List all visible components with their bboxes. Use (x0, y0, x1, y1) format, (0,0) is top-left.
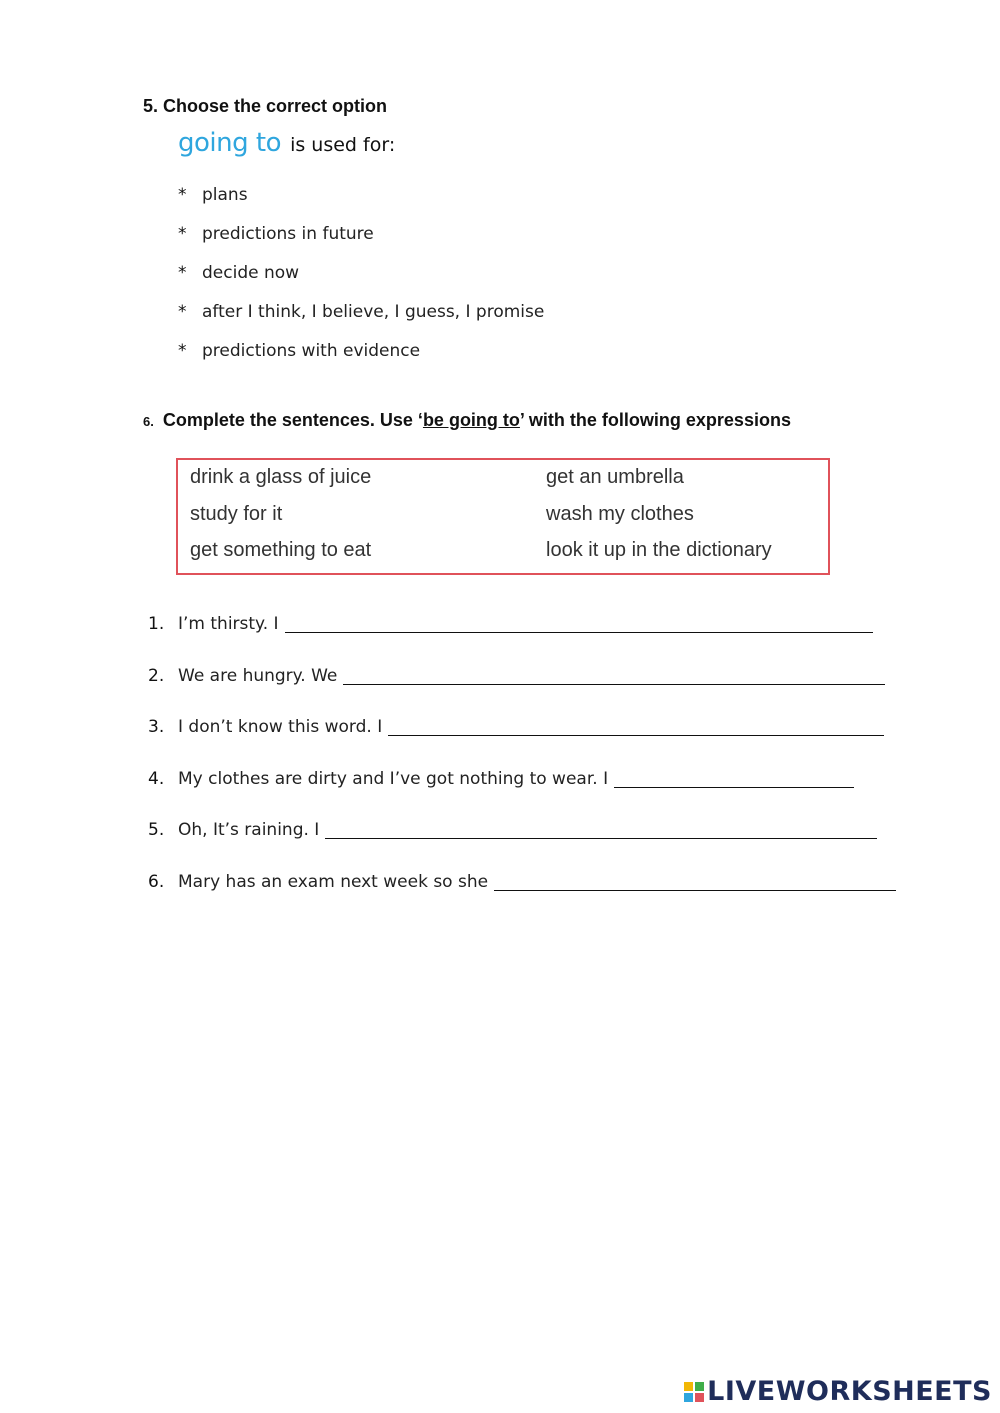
answer-blank[interactable] (388, 717, 884, 736)
option-item[interactable] (178, 263, 544, 302)
used-for-text: is used for: (290, 134, 396, 156)
bullet-star: * (178, 224, 187, 244)
exercise-row (148, 769, 908, 821)
bullet-star: * (178, 341, 187, 361)
exercise-text: We are hungry. We (178, 665, 338, 686)
option-item[interactable] (178, 224, 544, 263)
brand-name: LIVEWORKSHEETS (707, 1376, 992, 1407)
expressions-box (176, 458, 830, 575)
option-item[interactable] (178, 341, 544, 380)
answer-blank[interactable] (325, 820, 877, 839)
bullet-star: * (178, 302, 187, 322)
option-text: predictions in future (202, 224, 374, 244)
section-6-title (143, 410, 791, 431)
exercise-number: 6. (148, 871, 165, 892)
exercise-row (148, 717, 908, 769)
expression-item: get something to eat (190, 539, 372, 561)
answer-blank[interactable] (614, 769, 854, 788)
section-5-title: 5. Choose the correct option (143, 96, 388, 116)
answer-blank[interactable] (285, 614, 873, 633)
exercise-text: I don’t know this word. I (178, 717, 383, 738)
expression-item: get an umbrella (546, 466, 684, 488)
exercise-row (148, 872, 908, 924)
exercise-row (148, 666, 908, 718)
options-list (178, 185, 544, 380)
going-to-heading (178, 128, 395, 158)
expression-item: drink a glass of juice (190, 466, 372, 488)
logo-square (684, 1393, 693, 1402)
exercise-row (148, 820, 908, 872)
exercise-row (148, 614, 908, 666)
section-6-number: 6. (143, 414, 154, 429)
liveworksheets-brand (684, 1376, 992, 1407)
option-text: decide now (202, 263, 300, 283)
answer-blank[interactable] (494, 872, 896, 891)
exercise-text: My clothes are dirty and I’ve got nothing to wear. I (178, 768, 609, 789)
exercise-number: 2. (148, 665, 165, 686)
liveworksheets-logo-icon (684, 1382, 704, 1402)
exercise-list (148, 614, 908, 924)
logo-square (684, 1382, 693, 1391)
exercise-number: 5. (148, 820, 165, 841)
expression-item: study for it (190, 503, 283, 525)
expression-item: look it up in the dictionary (546, 539, 772, 561)
exercise-text: Mary has an exam next week so she (178, 871, 489, 892)
logo-square (695, 1393, 704, 1402)
exercise-text: I’m thirsty. I (178, 614, 279, 634)
option-text: after I think, I believe, I guess, I promise (202, 302, 545, 322)
section-6-title-underlined: be going to (422, 410, 520, 430)
bullet-star: * (178, 185, 187, 205)
option-item[interactable] (178, 302, 544, 341)
section-6-title-pre: Complete the sentences. Use ‘ (162, 410, 423, 430)
section-6-title-post: ’ with the following expressions (519, 410, 791, 430)
exercise-number: 1. (148, 614, 165, 634)
option-item[interactable] (178, 185, 544, 224)
exercise-text: Oh, It’s raining. I (178, 820, 320, 841)
exercise-number: 4. (148, 768, 165, 789)
exercise-number: 3. (148, 717, 165, 738)
option-text: plans (202, 185, 248, 205)
answer-blank[interactable] (343, 666, 885, 685)
bullet-star: * (178, 263, 187, 283)
logo-square (695, 1382, 704, 1391)
going-to-phrase: going to (178, 128, 281, 158)
expression-item: wash my clothes (546, 503, 694, 525)
option-text: predictions with evidence (202, 341, 421, 361)
